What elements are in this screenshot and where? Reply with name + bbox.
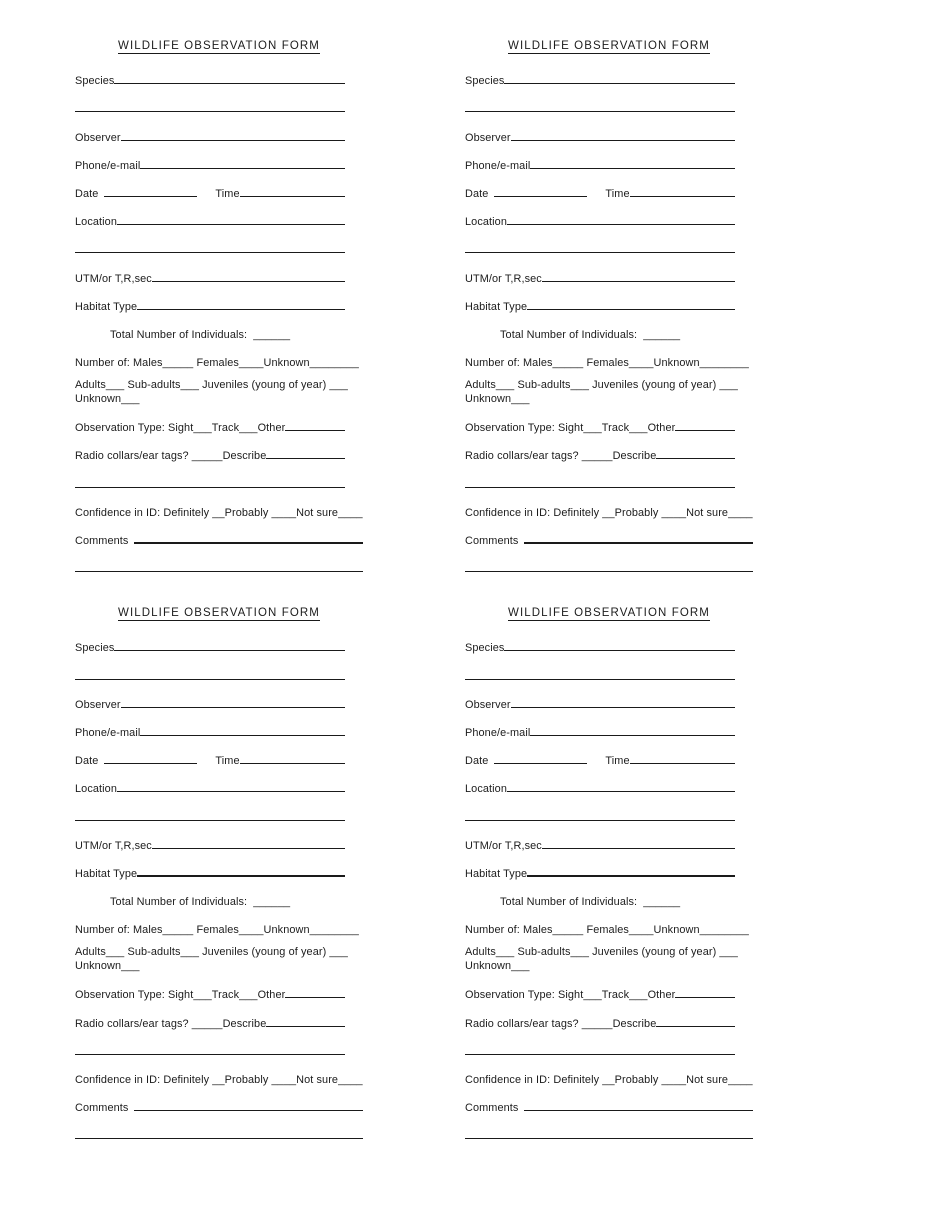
date-line	[494, 196, 587, 197]
species-field	[465, 68, 753, 87]
observer-label: Observer	[75, 131, 121, 144]
radio-collars-text: Radio collars/ear tags? _____Describe	[75, 1017, 267, 1030]
utm-label: UTM/or T,R,sec	[75, 839, 152, 852]
number-of-text: Number of: Males_____ Females____Unknown________	[465, 924, 749, 937]
location-label: Location	[465, 783, 507, 796]
blank-line	[465, 252, 735, 253]
blank-line	[465, 571, 753, 572]
observation-type-row	[465, 415, 753, 434]
time-line	[240, 196, 345, 197]
number-of-text: Number of: Males_____ Females____Unknown________	[465, 357, 749, 370]
comments-field	[75, 528, 363, 547]
form-title-row	[465, 40, 753, 57]
confidence-row	[465, 500, 753, 519]
utm-field	[75, 833, 363, 852]
location-line	[117, 791, 345, 792]
number-of-row	[465, 350, 753, 369]
confidence-text: Confidence in ID: Definitely __Probably ____Not sure____	[465, 1074, 753, 1087]
radio-collars-text: Radio collars/ear tags? _____Describe	[465, 450, 657, 463]
utm-label: UTM/or T,R,sec	[75, 272, 152, 285]
location-line	[507, 791, 735, 792]
date-line	[104, 196, 197, 197]
date-line	[104, 763, 197, 764]
observation-type-text: Observation Type: Sight___Track___Other	[465, 989, 676, 1002]
describe-line	[266, 1026, 345, 1027]
utm-line	[542, 848, 735, 849]
total-individuals-blank: ______	[253, 328, 291, 341]
wildlife-observation-form	[75, 40, 363, 575]
blank-row	[75, 96, 363, 115]
confidence-text: Confidence in ID: Definitely __Probably ____Not sure____	[465, 506, 753, 519]
observer-line	[511, 140, 735, 141]
confidence-text: Confidence in ID: Definitely __Probably ____Not sure____	[75, 506, 363, 519]
blank-row	[75, 1123, 363, 1142]
blank-row	[75, 663, 363, 682]
habitat-label: Habitat Type	[465, 867, 528, 880]
blank-row	[465, 471, 753, 490]
species-field	[75, 68, 363, 87]
form-title: WILDLIFE OBSERVATION FORM	[118, 607, 320, 620]
phone-email-field	[75, 720, 363, 739]
blank-line	[75, 487, 345, 488]
confidence-text: Confidence in ID: Definitely __Probably ____Not sure____	[75, 1074, 363, 1087]
comments-line	[134, 1110, 363, 1111]
blank-line	[75, 1138, 363, 1139]
observer-field	[75, 692, 363, 711]
adults-row	[465, 945, 753, 973]
phone-email-label: Phone/e-mail	[465, 159, 531, 172]
habitat-label: Habitat Type	[75, 300, 138, 313]
observation-type-row	[75, 415, 363, 434]
species-field	[465, 635, 753, 654]
total-individuals-label: Total Number of Individuals:	[110, 896, 248, 909]
time-line	[630, 196, 735, 197]
comments-label: Comments	[465, 1102, 519, 1115]
adults-row	[75, 945, 363, 973]
adults-row	[75, 378, 363, 406]
date-label: Date	[465, 187, 489, 200]
comments-field	[465, 528, 753, 547]
time-label: Time	[605, 187, 630, 200]
location-field	[465, 209, 753, 228]
blank-row	[465, 1123, 753, 1142]
location-field	[465, 776, 753, 795]
describe-line	[656, 458, 735, 459]
phone-email-line	[140, 168, 345, 169]
utm-field	[465, 833, 753, 852]
blank-row	[465, 663, 753, 682]
blank-line	[465, 1138, 753, 1139]
comments-field	[465, 1095, 753, 1114]
location-line	[117, 224, 345, 225]
confidence-row	[75, 1067, 363, 1086]
blank-line	[75, 820, 345, 821]
date-time-field	[75, 181, 363, 200]
other-line	[285, 997, 345, 998]
adults-text: Adults___ Sub-adults___ Juveniles (young of year) ___	[75, 379, 348, 392]
species-line	[114, 650, 345, 651]
habitat-field	[75, 861, 363, 880]
comments-label: Comments	[75, 1102, 129, 1115]
other-line	[675, 997, 735, 998]
utm-line	[542, 281, 735, 282]
total-individuals-row	[465, 889, 753, 908]
form-title-row	[465, 607, 753, 624]
date-time-field	[75, 748, 363, 767]
habitat-line	[527, 875, 735, 877]
phone-email-field	[465, 153, 753, 172]
blank-row	[75, 471, 363, 490]
unknown-text: Unknown___	[465, 960, 530, 973]
total-individuals-label: Total Number of Individuals:	[500, 896, 638, 909]
phone-email-line	[530, 168, 735, 169]
species-label: Species	[465, 75, 505, 88]
total-individuals-row	[75, 322, 363, 341]
phone-email-line	[140, 735, 345, 736]
blank-line	[465, 111, 735, 112]
total-individuals-blank: ______	[253, 896, 291, 909]
blank-row	[75, 556, 363, 575]
habitat-label: Habitat Type	[75, 867, 138, 880]
observation-type-text: Observation Type: Sight___Track___Other	[75, 422, 286, 435]
radio-collars-row	[75, 443, 363, 462]
utm-field	[465, 265, 753, 284]
date-label: Date	[465, 755, 489, 768]
comments-field	[75, 1095, 363, 1114]
location-field	[75, 209, 363, 228]
total-individuals-label: Total Number of Individuals:	[110, 328, 248, 341]
blank-row	[465, 237, 753, 256]
observer-field	[465, 124, 753, 143]
species-label: Species	[75, 642, 115, 655]
blank-row	[465, 556, 753, 575]
form-title-row	[75, 40, 363, 57]
species-label: Species	[75, 75, 115, 88]
radio-collars-text: Radio collars/ear tags? _____Describe	[465, 1017, 657, 1030]
time-label: Time	[605, 755, 630, 768]
blank-row	[465, 96, 753, 115]
observation-type-text: Observation Type: Sight___Track___Other	[465, 422, 676, 435]
comments-line	[524, 542, 753, 544]
phone-email-line	[530, 735, 735, 736]
species-line	[114, 83, 345, 84]
form-title: WILDLIFE OBSERVATION FORM	[508, 40, 710, 52]
form-title-row	[75, 607, 363, 624]
describe-line	[266, 458, 345, 459]
blank-row	[75, 1039, 363, 1058]
blank-line	[75, 571, 363, 572]
radio-collars-row	[465, 443, 753, 462]
observer-field	[75, 124, 363, 143]
utm-line	[152, 848, 345, 849]
wildlife-observation-form	[465, 40, 753, 575]
habitat-line	[137, 875, 345, 877]
other-line	[675, 430, 735, 431]
adults-text: Adults___ Sub-adults___ Juveniles (young of year) ___	[465, 379, 738, 392]
other-line	[285, 430, 345, 431]
confidence-row	[75, 500, 363, 519]
form-title: WILDLIFE OBSERVATION FORM	[508, 607, 710, 620]
observation-type-text: Observation Type: Sight___Track___Other	[75, 989, 286, 1002]
unknown-text: Unknown___	[75, 393, 140, 406]
habitat-field	[75, 294, 363, 313]
phone-email-label: Phone/e-mail	[75, 726, 141, 739]
location-field	[75, 776, 363, 795]
location-line	[507, 224, 735, 225]
date-label: Date	[75, 755, 99, 768]
location-label: Location	[75, 216, 117, 229]
observer-field	[465, 692, 753, 711]
adults-row	[465, 378, 753, 406]
utm-label: UTM/or T,R,sec	[465, 839, 542, 852]
blank-line	[75, 111, 345, 112]
total-individuals-blank: ______	[643, 328, 681, 341]
comments-label: Comments	[465, 535, 519, 548]
blank-line	[75, 679, 345, 680]
form-title: WILDLIFE OBSERVATION FORM	[118, 40, 320, 52]
habitat-field	[465, 861, 753, 880]
comments-label: Comments	[75, 535, 129, 548]
blank-line	[75, 1054, 345, 1055]
number-of-text: Number of: Males_____ Females____Unknown________	[75, 924, 359, 937]
blank-row	[75, 804, 363, 823]
confidence-row	[465, 1067, 753, 1086]
date-line	[494, 763, 587, 764]
phone-email-label: Phone/e-mail	[465, 726, 531, 739]
time-line	[240, 763, 345, 764]
time-label: Time	[215, 187, 240, 200]
unknown-text: Unknown___	[465, 393, 530, 406]
observer-line	[121, 707, 345, 708]
species-label: Species	[465, 642, 505, 655]
blank-line	[465, 487, 735, 488]
location-label: Location	[75, 783, 117, 796]
phone-email-field	[465, 720, 753, 739]
habitat-label: Habitat Type	[465, 300, 528, 313]
time-line	[630, 763, 735, 764]
observer-label: Observer	[465, 698, 511, 711]
number-of-row	[465, 917, 753, 936]
date-time-field	[465, 748, 753, 767]
wildlife-observation-form	[75, 607, 363, 1142]
radio-collars-text: Radio collars/ear tags? _____Describe	[75, 450, 267, 463]
species-line	[504, 83, 735, 84]
observation-type-row	[465, 982, 753, 1001]
total-individuals-row	[465, 322, 753, 341]
radio-collars-row	[75, 1010, 363, 1029]
number-of-text: Number of: Males_____ Females____Unknown________	[75, 357, 359, 370]
observer-line	[121, 140, 345, 141]
phone-email-label: Phone/e-mail	[75, 159, 141, 172]
species-field	[75, 635, 363, 654]
total-individuals-row	[75, 889, 363, 908]
adults-text: Adults___ Sub-adults___ Juveniles (young of year) ___	[75, 946, 348, 959]
unknown-text: Unknown___	[75, 960, 140, 973]
habitat-line	[137, 309, 345, 310]
blank-line	[75, 252, 345, 253]
blank-line	[465, 679, 735, 680]
blank-row	[465, 1039, 753, 1058]
comments-line	[524, 1110, 753, 1111]
utm-line	[152, 281, 345, 282]
number-of-row	[75, 350, 363, 369]
species-line	[504, 650, 735, 651]
wildlife-observation-form	[465, 607, 753, 1142]
total-individuals-label: Total Number of Individuals:	[500, 328, 638, 341]
phone-email-field	[75, 153, 363, 172]
total-individuals-blank: ______	[643, 896, 681, 909]
observer-label: Observer	[465, 131, 511, 144]
utm-label: UTM/or T,R,sec	[465, 272, 542, 285]
forms-grid	[75, 40, 753, 1142]
habitat-line	[527, 309, 735, 310]
time-label: Time	[215, 755, 240, 768]
date-time-field	[465, 181, 753, 200]
comments-line	[134, 542, 363, 544]
radio-collars-row	[465, 1010, 753, 1029]
observation-type-row	[75, 982, 363, 1001]
blank-row	[75, 237, 363, 256]
observer-line	[511, 707, 735, 708]
blank-line	[465, 820, 735, 821]
location-label: Location	[465, 216, 507, 229]
number-of-row	[75, 917, 363, 936]
observer-label: Observer	[75, 698, 121, 711]
utm-field	[75, 265, 363, 284]
blank-line	[465, 1054, 735, 1055]
blank-row	[465, 804, 753, 823]
describe-line	[656, 1026, 735, 1027]
adults-text: Adults___ Sub-adults___ Juveniles (young of year) ___	[465, 946, 738, 959]
habitat-field	[465, 294, 753, 313]
date-label: Date	[75, 187, 99, 200]
